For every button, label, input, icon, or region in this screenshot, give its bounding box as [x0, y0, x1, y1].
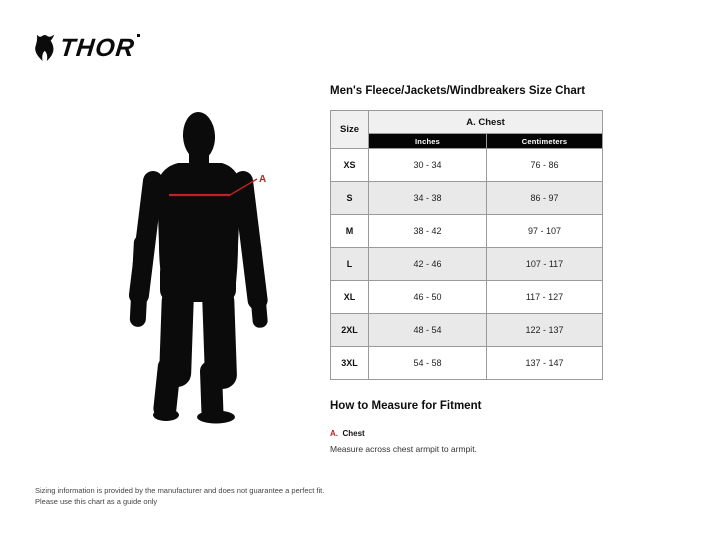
size-cell: M — [331, 215, 369, 248]
male-silhouette — [100, 95, 320, 435]
how-to-measure-section — [330, 400, 603, 454]
body-measurement-figure — [100, 95, 320, 435]
table-row — [331, 281, 603, 314]
column-header-centimeters: Centimeters — [487, 134, 603, 149]
inches-cell: 38 - 42 — [369, 215, 487, 248]
header-row-group — [331, 111, 603, 134]
centimeters-cell: 117 - 127 — [487, 281, 603, 314]
inches-cell: 30 - 34 — [369, 149, 487, 182]
size-cell: 3XL — [331, 347, 369, 380]
centimeters-cell: 97 - 107 — [487, 215, 603, 248]
inches-cell: 48 - 54 — [369, 314, 487, 347]
measure-item-description: Measure across chest armpit to armpit. — [330, 444, 477, 454]
size-cell: L — [331, 248, 369, 281]
size-cell: XS — [331, 149, 369, 182]
disclaimer-line-2: Please use this chart as a guide only — [35, 496, 158, 506]
header-row-units — [331, 134, 603, 149]
table-row — [331, 149, 603, 182]
measurement-label-a: A — [259, 174, 267, 185]
size-chart-panel — [330, 85, 603, 454]
disclaimer-line-1: Sizing information is provided by the manufacturer and does not guarantee a perfect fit. — [35, 486, 325, 495]
size-chart-table — [330, 110, 603, 380]
trademark-dot — [137, 34, 140, 37]
centimeters-cell: 107 - 117 — [487, 248, 603, 281]
centimeters-cell: 122 - 137 — [487, 314, 603, 347]
how-to-measure-title: How to Measure for Fitment — [330, 400, 482, 412]
column-header-size: Size — [331, 111, 369, 149]
size-chart-title: Men's Fleece/Jackets/Windbreakers Size Chart — [330, 85, 586, 97]
measure-item-key: A. — [330, 429, 338, 438]
column-header-inches: Inches — [369, 134, 487, 149]
inches-cell: 54 - 58 — [369, 347, 487, 380]
table-row — [331, 314, 603, 347]
inches-cell: 34 - 38 — [369, 182, 487, 215]
size-cell: 2XL — [331, 314, 369, 347]
table-row — [331, 182, 603, 215]
measure-item — [330, 423, 603, 454]
column-header-chest: A. Chest — [369, 111, 603, 134]
thor-logo — [34, 34, 140, 62]
centimeters-cell: 86 - 97 — [487, 182, 603, 215]
size-cell: XL — [331, 281, 369, 314]
size-cell: S — [331, 182, 369, 215]
centimeters-cell: 137 - 147 — [487, 347, 603, 380]
table-row — [331, 347, 603, 380]
centimeters-cell: 76 - 86 — [487, 149, 603, 182]
inches-cell: 46 - 50 — [369, 281, 487, 314]
thor-horns-icon — [34, 34, 57, 62]
sizing-disclaimer — [35, 486, 324, 508]
table-row — [331, 248, 603, 281]
table-row — [331, 215, 603, 248]
brand-name: THOR — [58, 34, 137, 62]
inches-cell: 42 - 46 — [369, 248, 487, 281]
measure-item-name: Chest — [342, 429, 365, 438]
